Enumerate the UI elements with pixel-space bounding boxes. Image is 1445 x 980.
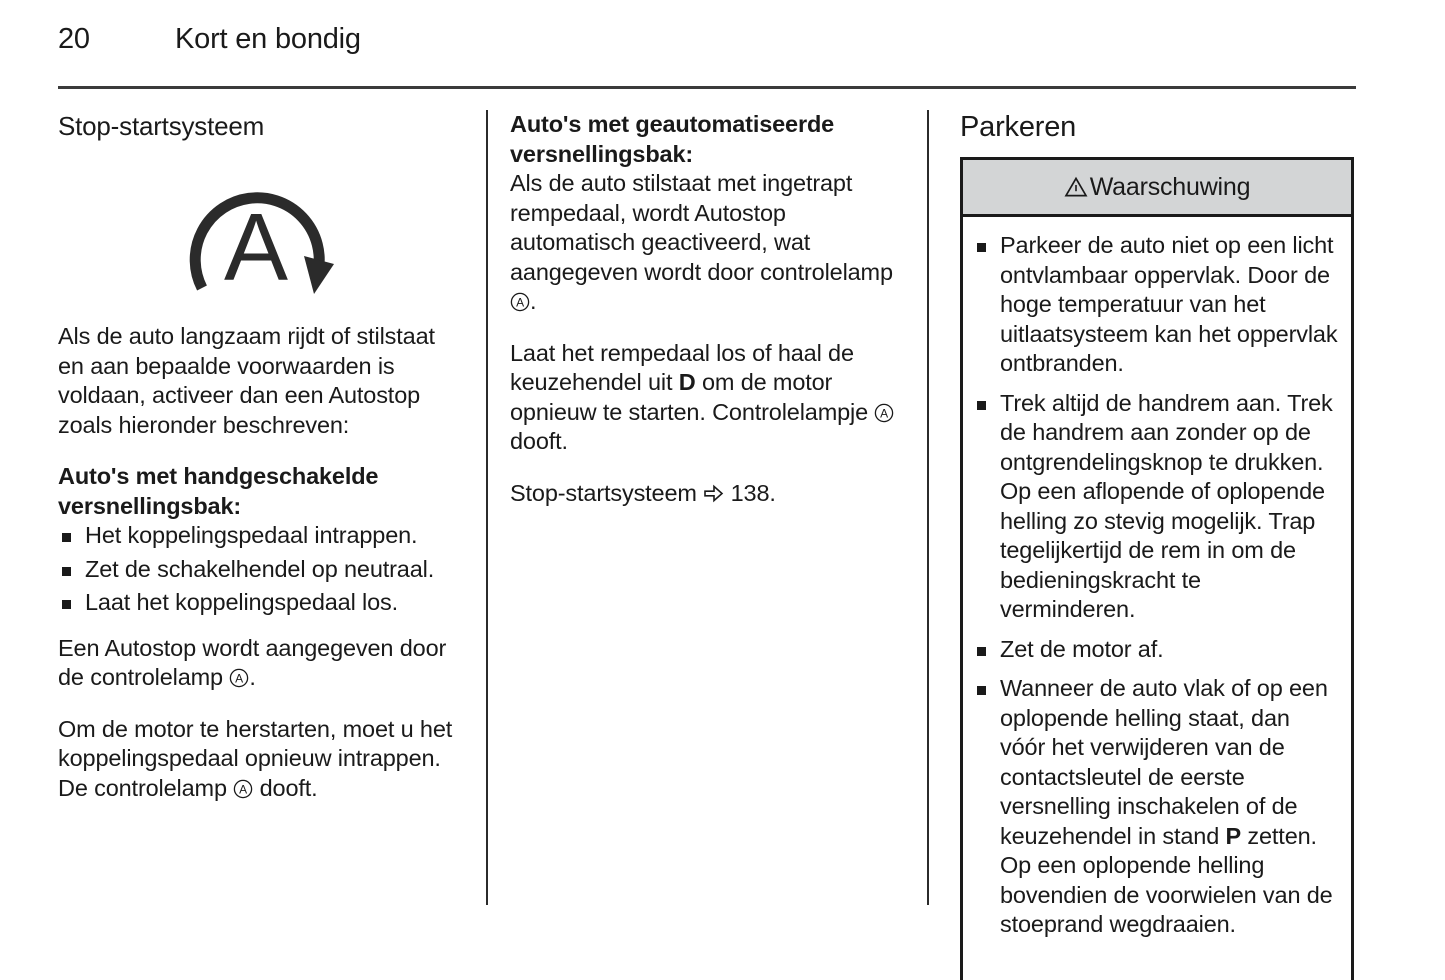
text-run: dooft. [510,428,568,454]
list-item [973,231,1339,379]
column-2 [510,110,910,910]
text-run: Een Autostop wordt aangegeven door de controlelamp [58,634,447,690]
paragraph-brake-release [510,339,910,457]
subheading-manual-transmission: Auto's met handgeschakelde versnellingsbak: [58,463,379,519]
svg-text:A: A [223,194,289,301]
list-item [973,635,1339,665]
column-divider-1 [486,110,488,905]
running-head [58,22,1358,68]
section-heading-parking: Parkeren [960,111,1077,143]
list-item: Het koppelingspedaal intrappen. [58,521,458,551]
autostop-indicator-icon [168,160,348,310]
text-run: Trek altijd de handrem aan. Trek de handrem aan zonder op de ontgrendelingsknop te drukken. Op een aflopende of oplopende helling zo stevig mogelijk. Trap tegelijkertijd de rem in om de bedieningskracht te verminderen. [1000,389,1333,622]
text-run: Als de auto stilstaat met ingetrapt rempedaal, wordt Autostop automatisch geactiveerd, wat aangegeven wordt door controlelamp [510,170,893,285]
header-rule [58,86,1356,89]
column-3 [960,110,1360,937]
text-run: Zet de motor af. [1000,635,1164,662]
gear-position-d: D [678,369,696,395]
intro-paragraph: Als de auto langzaam rijdt of stilstaat en aan bepaalde voorwaarden is voldaan, activeer dan een Autostop zoals hieronder beschreven: [58,323,435,438]
circled-a-icon [510,292,530,312]
warning-triangle-icon [1064,176,1088,198]
column-1 [58,110,458,910]
cross-reference-page: 138. [730,479,776,506]
list-item: Zet de schakelhendel op neutraal. [58,555,458,585]
text-run: om de motor opnieuw te starten. Controlelampje [510,369,875,425]
list-item [973,389,1339,625]
column-container [58,110,1356,937]
text-run: Parkeer de auto niet op een licht ontvlambaar oppervlak. Door de hoge temperatuur van het uitlaatsysteem kan het oppervlak ontbranden. [1000,232,1338,376]
warning-bullet-list [973,231,1339,940]
paragraph-engine-restart [58,715,458,804]
svg-text:A: A [516,295,524,310]
section-heading-stop-start: Stop-startsysteem [58,111,265,141]
warning-box-header [963,160,1351,217]
cross-reference[interactable] [510,479,910,509]
text-run: Wanneer de auto vlak of op een oplopende helling staat, dan vóór het verwijderen van de contactsleutel de eerste versnelling inschakelen of de keuzehendel in stand [1000,675,1328,849]
list-item: Laat het koppelingspedaal los. [58,588,458,618]
circled-a-icon [233,779,253,799]
warning-box-body [963,217,1351,980]
autostop-figure [58,142,458,322]
subheading-automated-transmission: Auto's met geautomatiseerde versnellingsbak: [510,111,835,167]
text-run: zetten. Op een oplopende helling bovendien de voorwielen van de stoeprand wegdraaien. [1000,822,1333,937]
chapter-title: Kort en bondig [175,23,361,55]
warning-box [960,157,1354,980]
paragraph-autostop-indicated [58,634,458,693]
text-run: Om de motor te herstarten, moet u het koppelingspedaal opnieuw intrappen. De controlelamp [58,715,453,801]
cross-reference-label: Stop-startsysteem [510,479,697,506]
text-run: . [249,664,256,690]
circled-a-icon [229,668,249,688]
paragraph-auto-activation [510,169,910,317]
page-number: 20 [58,23,90,55]
manual-transmission-steps [58,521,458,618]
page-reference-arrow-icon [703,483,724,504]
gear-position-p: P [1225,822,1242,849]
column-divider-2 [927,110,929,905]
svg-text:A: A [239,781,248,796]
list-item [973,674,1339,940]
svg-text:A: A [880,405,889,420]
text-run: dooft. [253,774,318,801]
warning-box-title: Waarschuwing [1089,173,1251,201]
svg-text:A: A [235,671,244,686]
text-run: Laat het rempedaal los of haal de keuzehendel uit [510,339,854,395]
text-run: . [530,288,537,314]
circled-a-icon [874,403,894,423]
